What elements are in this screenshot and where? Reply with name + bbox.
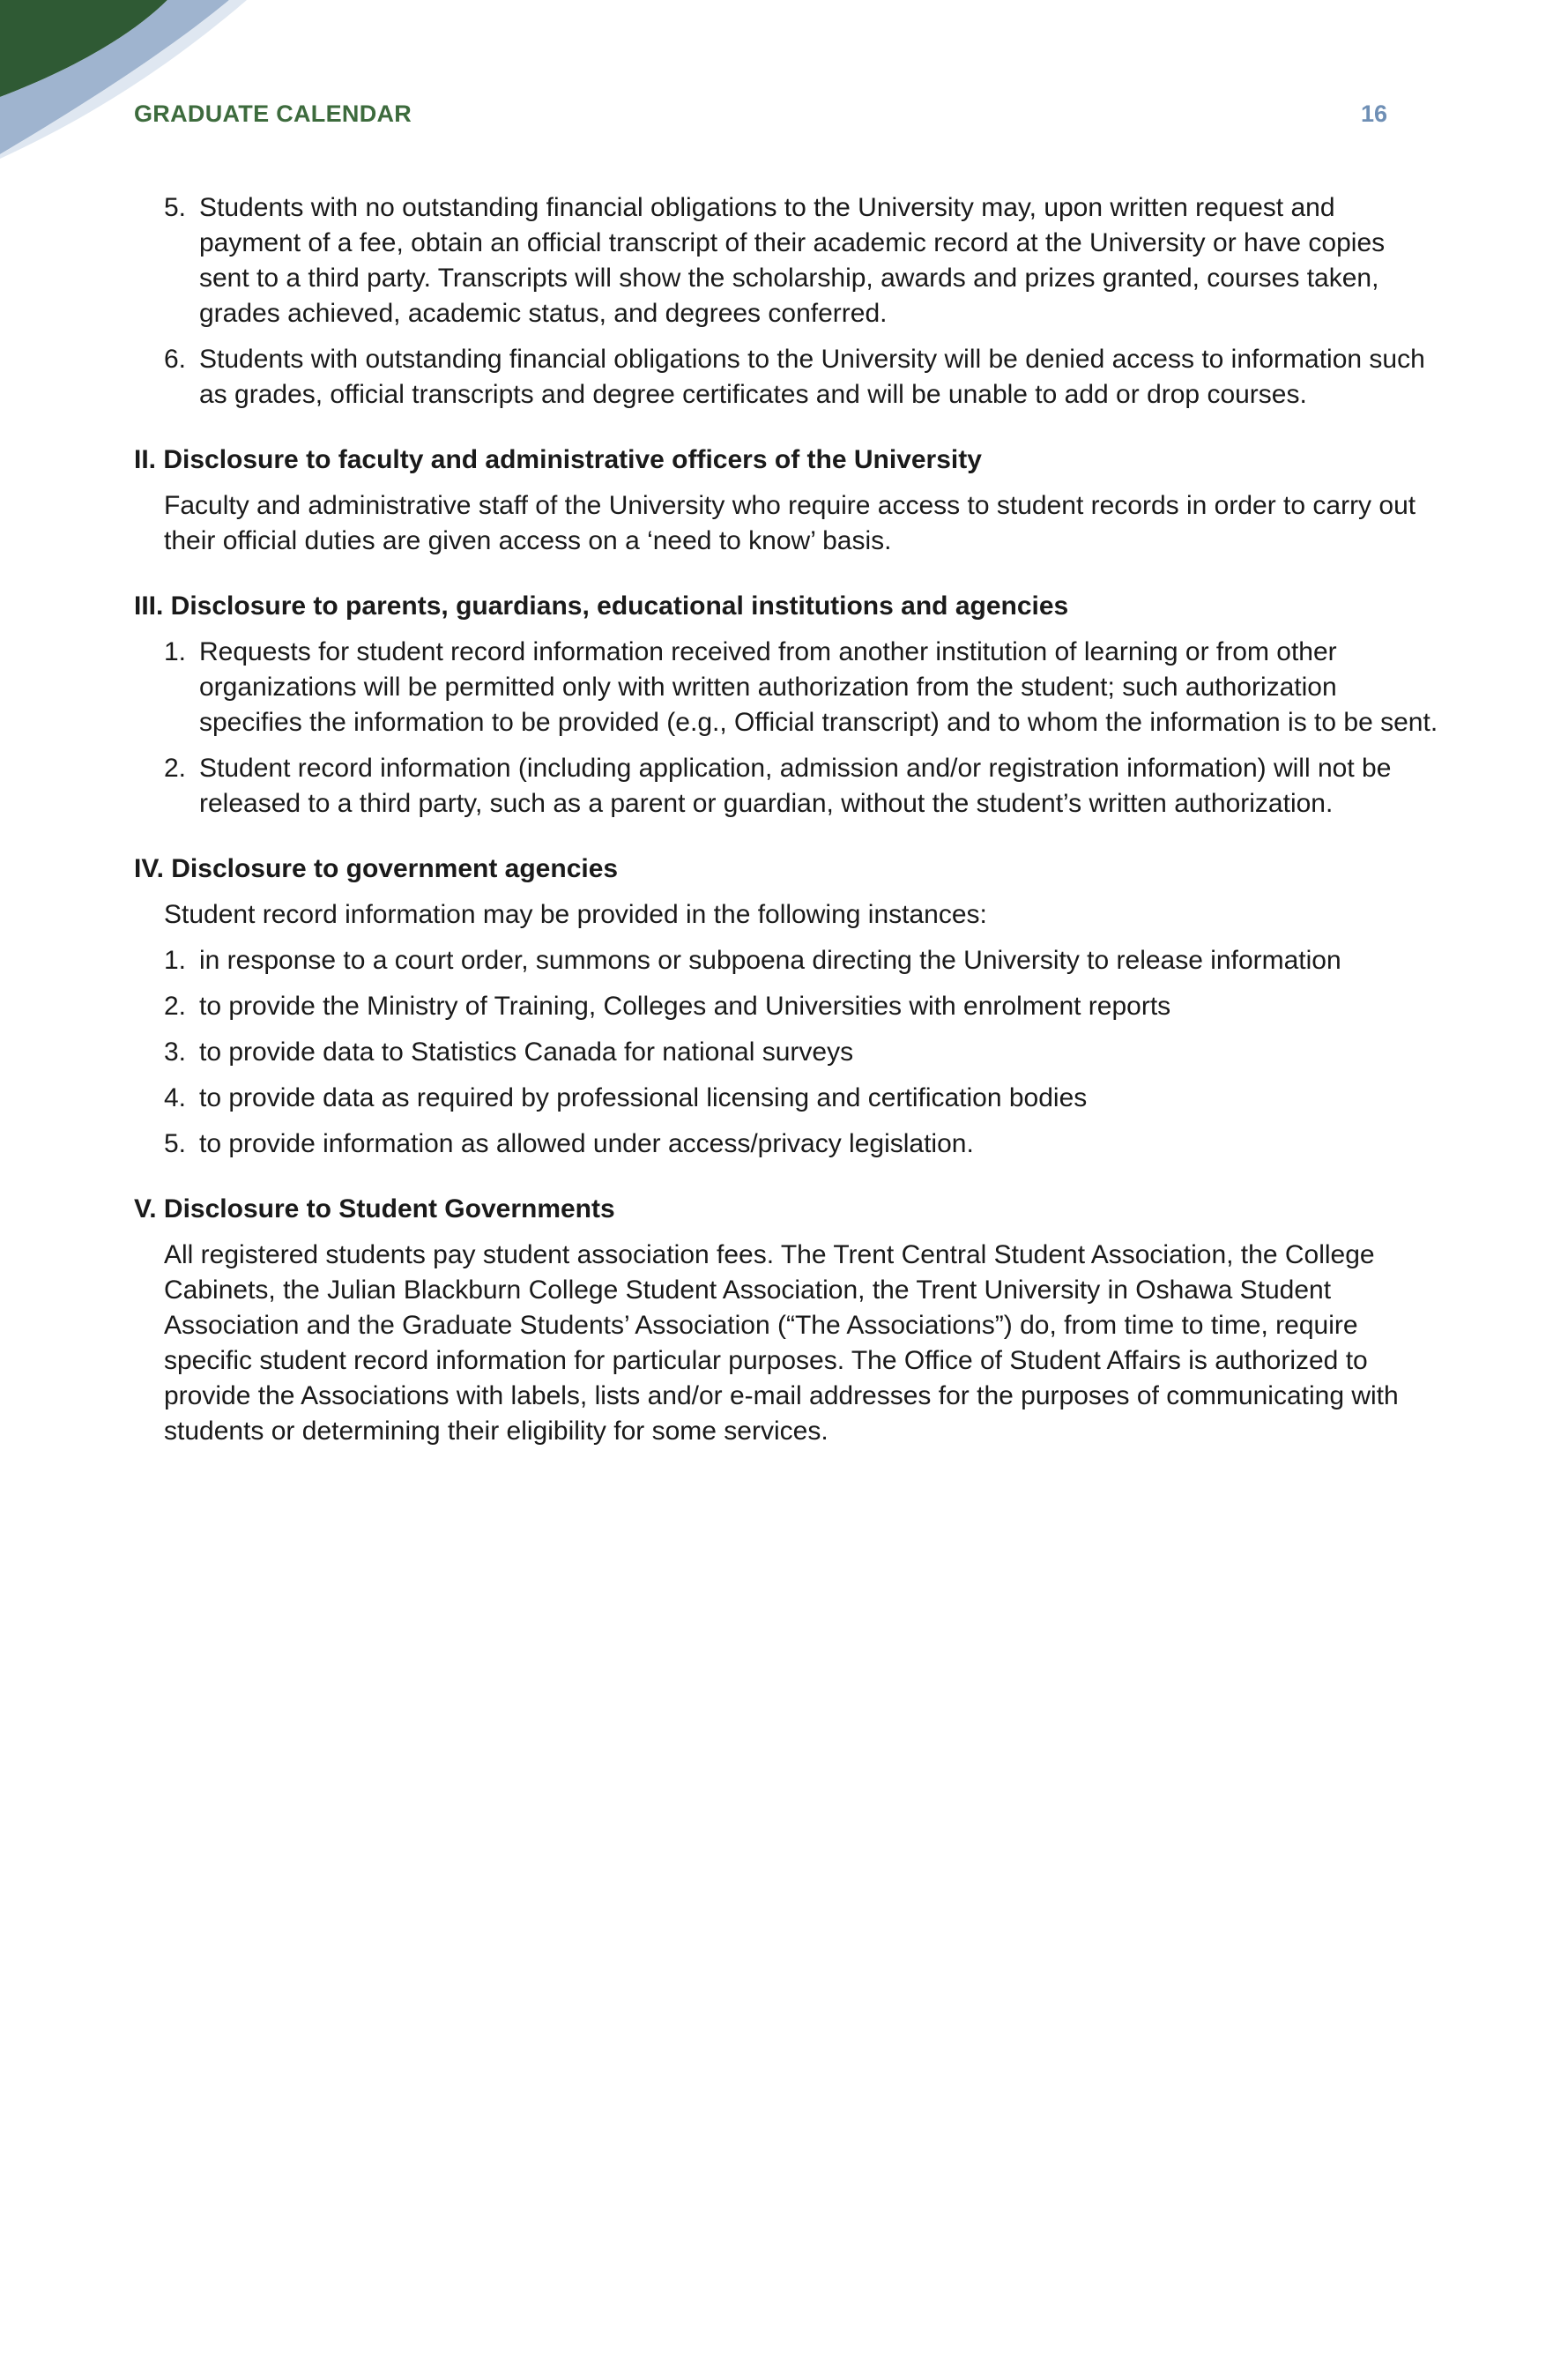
- section-heading-student-governments: V. Disclosure to Student Governments: [134, 1194, 615, 1223]
- list-item: [134, 943, 1438, 978]
- document-body: [134, 190, 1438, 1460]
- list-item-number: 3.: [164, 1038, 187, 1067]
- list-item-text: to provide data to Statistics Canada for national surveys: [199, 1038, 854, 1067]
- list-item-text: to provide information as allowed under access/privacy legislation.: [199, 1129, 974, 1158]
- list-item-text: in response to a court order, summons or subpoena directing the University to release information: [199, 946, 1341, 975]
- list-item: [134, 1081, 1438, 1116]
- list-item-number: 5.: [164, 193, 187, 222]
- list-item-text: Requests for student record information received from another institution of learning or from other organizations will be permitted only with written authorization from the student; such authorization specifies the information to be provided (e.g., Official transcript) and to whom the information is to be sent.: [199, 637, 1438, 737]
- list-item-text: to provide the Ministry of Training, Colleges and Universities with enrolment reports: [199, 992, 1171, 1021]
- list-item-text: Students with outstanding financial obligations to the University will be denied access to information such as grades, official transcripts and degree certificates and will be unable to add or drop courses.: [199, 345, 1425, 409]
- list-item: [134, 635, 1438, 740]
- list-item-number: 2.: [164, 754, 187, 783]
- list-item: [134, 190, 1438, 331]
- list-item-number: 6.: [164, 345, 187, 374]
- list-item: [134, 1127, 1438, 1162]
- list-item-number: 4.: [164, 1083, 187, 1112]
- section-paragraph-faculty: Faculty and administrative staff of the University who require access to student records in order to carry out their official duties are given access on a ‘need to know’ basis.: [164, 491, 1416, 555]
- list-item: [134, 342, 1438, 413]
- page-number: 16: [1360, 100, 1387, 127]
- list-item-number: 1.: [164, 946, 187, 975]
- section-heading-faculty: II. Disclosure to faculty and administrative officers of the University: [134, 445, 982, 474]
- section-paragraph-student-governments: All registered students pay student association fees. The Trent Central Student Association, the College Cabinets, the Julian Blackburn College Student Association, the Trent University in Oshawa Student Association and the Graduate Students’ Association (“The Associations”) do, from time to time, require specific student record information for particular purposes. The Office of Student Affairs is authorized to provide the Associations with labels, lists and/or e-mail addresses for the purposes of communicating with students or determining their eligibility for some services.: [164, 1240, 1399, 1446]
- header-title: GRADUATE CALENDAR: [134, 100, 412, 127]
- section-intro-government: Student record information may be provided in the following instances:: [164, 900, 987, 929]
- section-heading-government: IV. Disclosure to government agencies: [134, 854, 619, 883]
- list-item-number: 1.: [164, 637, 187, 666]
- list-item: [134, 1035, 1438, 1070]
- list-item-text: Students with no outstanding financial obligations to the University may, upon written request and payment of a fee, obtain an official transcript of their academic record at the University or have copies sent to a third party. Transcripts will show the scholarship, awards and prizes granted, courses taken, grades achieved, academic status, and degrees conferred.: [199, 193, 1386, 328]
- section-heading-parents: III. Disclosure to parents, guardians, educational institutions and agencies: [134, 591, 1069, 621]
- page-header: [134, 100, 1387, 136]
- list-item-text: Student record information (including application, admission and/or registration information) will not be released to a third party, such as a parent or guardian, without the student’s written authorization.: [199, 754, 1392, 818]
- government-list: [134, 943, 1438, 1162]
- list-item: [134, 989, 1438, 1024]
- list-item-number: 5.: [164, 1129, 187, 1158]
- list-item-text: to provide data as required by professional licensing and certification bodies: [199, 1083, 1088, 1112]
- intro-list: [134, 190, 1438, 413]
- list-item-number: 2.: [164, 992, 187, 1021]
- list-item: [134, 751, 1438, 822]
- parents-list: [134, 635, 1438, 822]
